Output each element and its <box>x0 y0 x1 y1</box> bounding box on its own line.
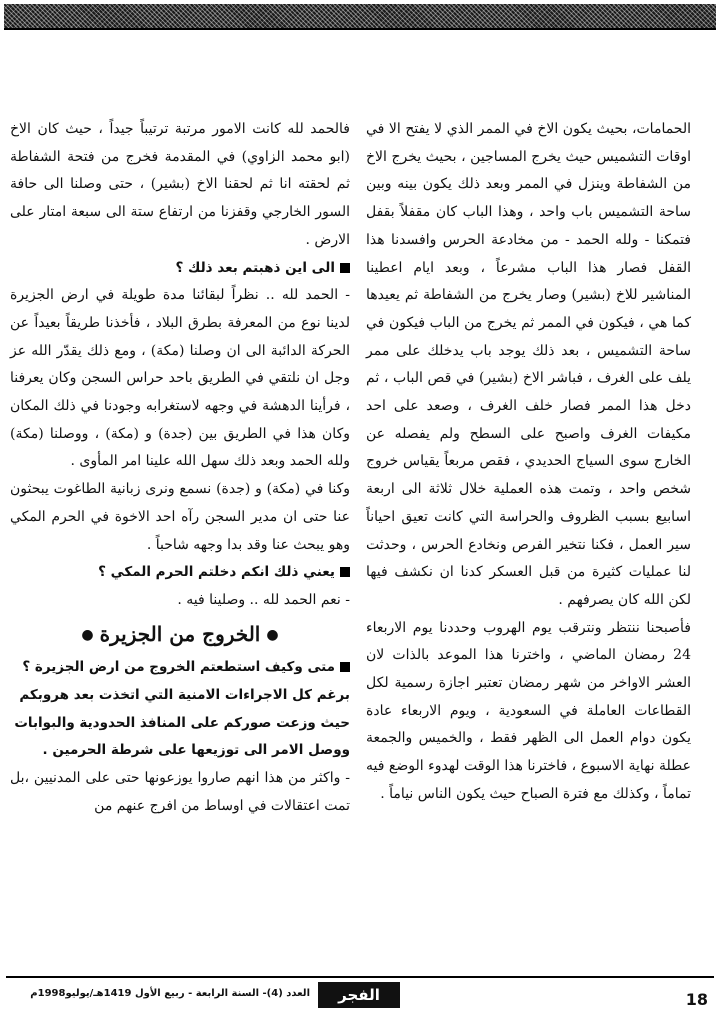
bullet-dot-icon: ● <box>266 627 279 644</box>
square-bullet-icon <box>340 567 350 577</box>
question-1 <box>10 255 350 283</box>
question-2 <box>10 559 350 587</box>
answer-1: - الحمد لله .. نظراً لبقائنا مدة طويلة في ارض الجزيرة لدينا نوع من المعرفة بطرق البلاد ، فأخذنا طريقاً بعيداً عن الحركة الدائبة الى ان وصلنا (مكة) ، ومع ذلك يقدّر الله عز وجل ان نلتقي في الطريق باحد حراس السجن وكان يعرفنا ، فرأينا الدهشة في وجهه لاستغرابه وجودنا في ذلك المكان وكان هذا في الطريق بين (جدة) و (مكة) ، ووصلنا (مكة) ولله الحمد وبعد ذلك سهل الله علينا امر المأوى . <box>10 287 350 470</box>
issue-info: العدد (4)- السنة الرابعة - ربيع الأول 1419هـ/يوليو1998م <box>30 988 310 999</box>
section-heading <box>10 615 350 655</box>
question-3-text: متى وكيف استطعتم الخروج من ارض الجزيرة ؟ برغم كل الاجراءات الامنية التي اتخذت بعد هروبكم حيث وزعت صوركم على المنافذ الحدودية والبوابات ووصل الامر الى توزيعها على شرطة الحرمين . <box>14 659 350 759</box>
footer-rule <box>6 976 714 978</box>
magazine-logo: الفجر <box>318 982 400 1008</box>
top-decorative-band <box>4 4 716 30</box>
answer-2: - نعم الحمد لله .. وصلينا فيه . <box>177 591 350 608</box>
left-paragraph-1: فالحمد لله كانت الامور مرتبة ترتيباً جيداً ، حيث كان الاخ (ابو محمد الزاوي) في المقدمة فخرج من فتحة الشفاطة ثم لحقته انا ثم لحقنا الاخ (بشير) ، حتى وصلنا الى حافة السور الخارجي وقفزنا من ارتفاع ستة الى سبعة امتار على الارض . <box>10 121 350 248</box>
square-bullet-icon <box>340 263 350 273</box>
right-paragraph-1: الحمامات، بحيث يكون الاخ في الممر الذي لا يفتح الا في اوقات التشميس حيث يخرج المساجين ، بحيث يخرج الاخ من الشفاطة وينزل في الممر وبعد ذلك يكون بينه وبين ساحة التشميس باب واحد ، وهذا الباب كان مقفلاً بقفل فتمكنا - ولله الحمد - من مخادعة الحرس وافسدنا هذا القفل فصار هذا الباب مشرعاً ، وبعد ايام اعطينا المناشير للاخ (بشير) وصار يخرج من الشفاطة ثم يعيدها كما هي ، فيكون في الممر ثم يخرج من الباب فيكون في ساحة التشميس ، بعد ذلك يوجد باب يدخلك على ممر يلف على الغرف ، فباشر الاخ (بشير) في قص الباب ، ثم دخل هذا الممر فصار خلف الغرف ، وصعد على احد مكيفات الغرف واصبح على السطح ولم يفصله عن الخارج سوى السياج الحديدي ، فقص مربعاً يقياس خروج شخص واحد ، وتمت هذه العملية خلال ثلاثة الى اربعة اسابيع بسبب الظروف والحراسة التي كانت تعيق احياناً سير العمل ، فكنا نتخير الفرص ونخادع الحرس ، وحدثت لنا عمليات كثيرة من قبل العسكر كدنا ان نكشف فيها لكن الله كان يصرفهم . <box>366 121 691 608</box>
section-heading-text: الخروج من الجزيرة <box>99 621 261 646</box>
square-bullet-icon <box>340 662 350 672</box>
question-2-text: يعني ذلك انكم دخلتم الحرم المكي ؟ <box>98 564 335 581</box>
question-1-text: الى اين ذهبتم بعد ذلك ؟ <box>175 259 335 276</box>
answer-3: - واكثر من هذا انهم صاروا يوزعونها حتى على المدنيين ،بل تمت اعتقالات في اوساط من افرج عنهم من <box>10 769 350 814</box>
right-column <box>366 116 691 809</box>
bullet-dot-icon: ● <box>81 627 94 644</box>
right-paragraph-2: فأصبحنا ننتظر ونترقب يوم الهروب وحددنا يوم الاربعاء 24 رمضان الماضي ، واخترنا هذا الموعد بالذات لان العشر الاواخر من شهر رمضان تعتبر اجازة رسمية لكل القطاعات العاملة في السعودية ، ويوم الاربعاء عادة يكون دوام العمل الى الظهر فقط ، والخميس والجمعة عطلة نهاية الاسبوع ، فاخترنا هذا الوقت لهدوء الوضع فيه تماماً ، وكذلك مع فترة الصباح حيث يكون الناس نياماً . <box>366 619 691 802</box>
left-column <box>10 116 350 820</box>
left-paragraph-2: وكنا في (مكة) و (جدة) نسمع ونرى زبانية الطاغوت يبحثون عنا حتى ان مدير السجن رآه احد الاخوة في الحرم المكي وهو يبحث عنا وقد بدا وجهه شاحباً . <box>10 481 350 553</box>
page-number: 18 <box>685 990 708 1009</box>
question-3 <box>10 654 350 765</box>
